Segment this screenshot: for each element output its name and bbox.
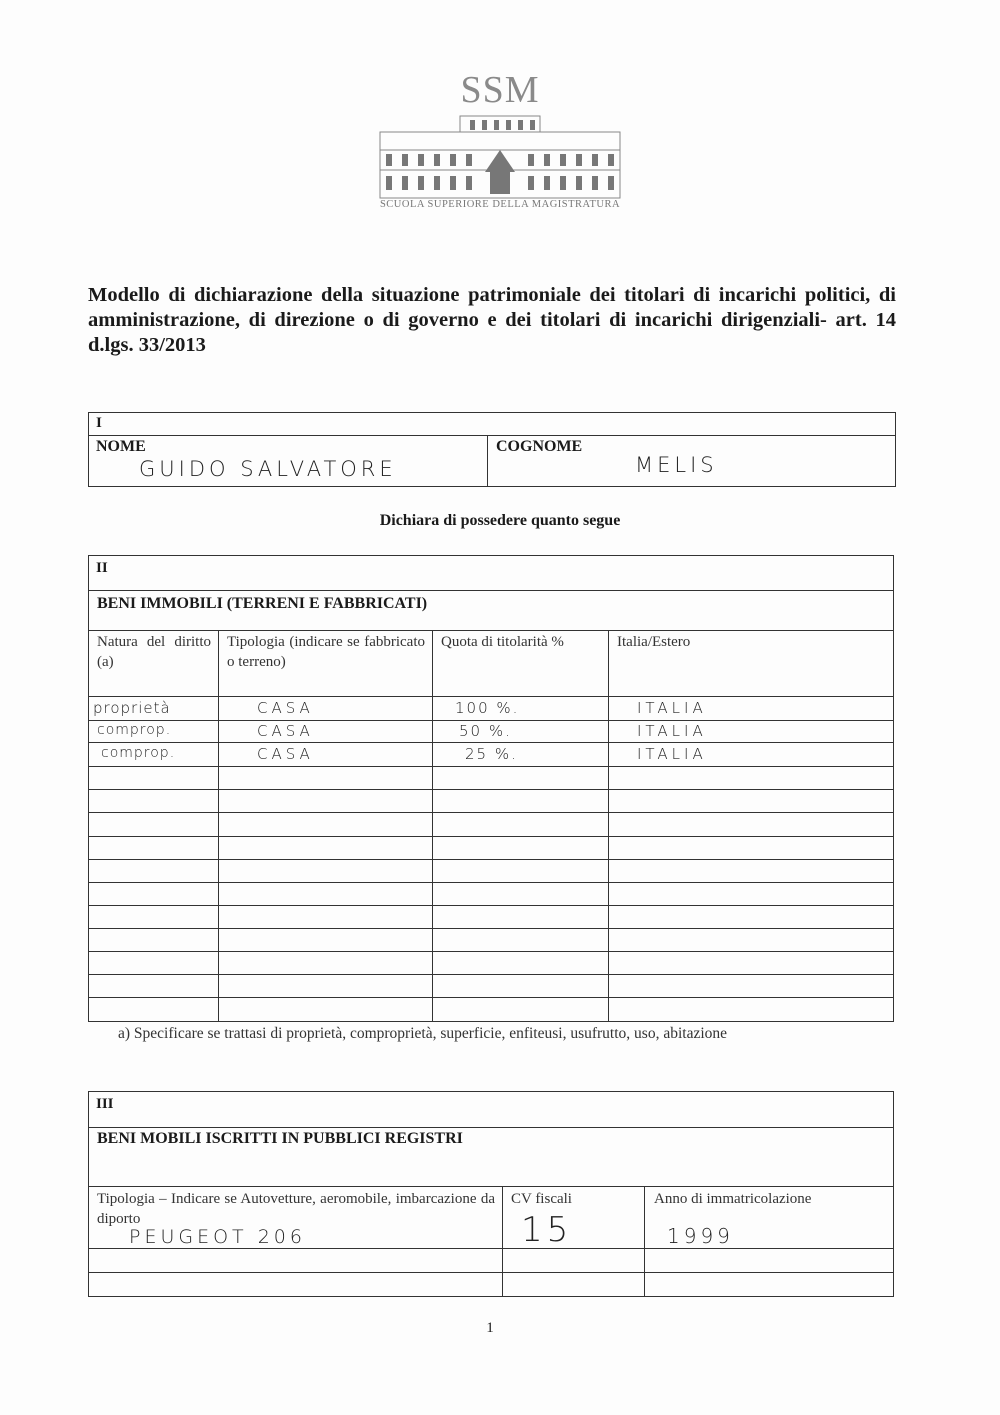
row3-natura: comprop. xyxy=(101,745,176,761)
page-number: 1 xyxy=(486,1320,494,1336)
document-title: Modello di dichiarazione della situazione patrimoniale dei titolari di incarichi politici, di amministrazione, di direzione o di governo e dei titolari di incarichi dirigenziali- art. 14 d.lgs. 33/2013 xyxy=(88,284,896,356)
section-3-heading: BENI MOBILI ISCRITTI IN PUBBLICI REGISTRI xyxy=(97,1130,463,1147)
col-tipologia-veicolo: Tipologia – Indicare se Autovetture, aeromobile, imbarcazione da diporto xyxy=(97,1191,495,1227)
section-3-box xyxy=(88,1091,894,1297)
section-3-label: III xyxy=(96,1096,114,1112)
building-logo-icon xyxy=(370,110,630,200)
row3-paese: ITALIA xyxy=(637,745,707,763)
row1-quota: 100 %. xyxy=(455,699,520,717)
section-2-label: II xyxy=(96,560,108,576)
nome-value: GUIDO SALVATORE xyxy=(139,457,397,481)
col-anno: Anno di immatricolazione xyxy=(654,1191,812,1207)
logo-caption: SCUOLA SUPERIORE DELLA MAGISTRATURA xyxy=(379,199,621,210)
cognome-value: MELIS xyxy=(635,453,718,477)
col-natura: Natura del diritto (a) xyxy=(97,634,211,670)
col-quota: Quota di titolarità % xyxy=(441,634,564,650)
row2-paese: ITALIA xyxy=(637,722,707,740)
footnote-a: a) Specificare se trattasi di proprietà, comproprietà, superficie, enfiteusi, usufrutto, uso, abitazione xyxy=(118,1025,728,1042)
row3-quota: 25 %. xyxy=(465,745,518,763)
cognome-label: COGNOME xyxy=(496,438,583,455)
row2-tipologia: CASA xyxy=(257,722,314,740)
vehicle-type-value: PEUGEOT 206 xyxy=(129,1226,306,1248)
row1-paese: ITALIA xyxy=(637,699,707,717)
logo-text: SSM xyxy=(460,69,540,111)
declaration-text: Dichiara di possedere quanto segue xyxy=(379,512,621,529)
row2-natura: comprop. xyxy=(97,722,172,738)
section-2-heading: BENI IMMOBILI (TERRENI E FABBRICATI) xyxy=(97,595,428,612)
col-tipologia: Tipologia (indicare se fabbricato o terreno) xyxy=(227,634,425,670)
col-italia-estero: Italia/Estero xyxy=(617,634,691,650)
section-2-box xyxy=(88,555,894,1022)
cv-fiscali-value: 15 xyxy=(521,1210,573,1250)
row1-natura: proprietà xyxy=(93,699,171,717)
row1-tipologia: CASA xyxy=(257,699,314,717)
nome-label: NOME xyxy=(96,438,146,455)
section-1-box xyxy=(88,412,896,487)
row2-quota: 50 %. xyxy=(459,722,512,740)
row3-tipologia: CASA xyxy=(257,745,314,763)
anno-value: 1999 xyxy=(667,1224,734,1248)
col-cv-fiscali: CV fiscali xyxy=(511,1191,572,1207)
section-1-label: I xyxy=(96,415,102,431)
